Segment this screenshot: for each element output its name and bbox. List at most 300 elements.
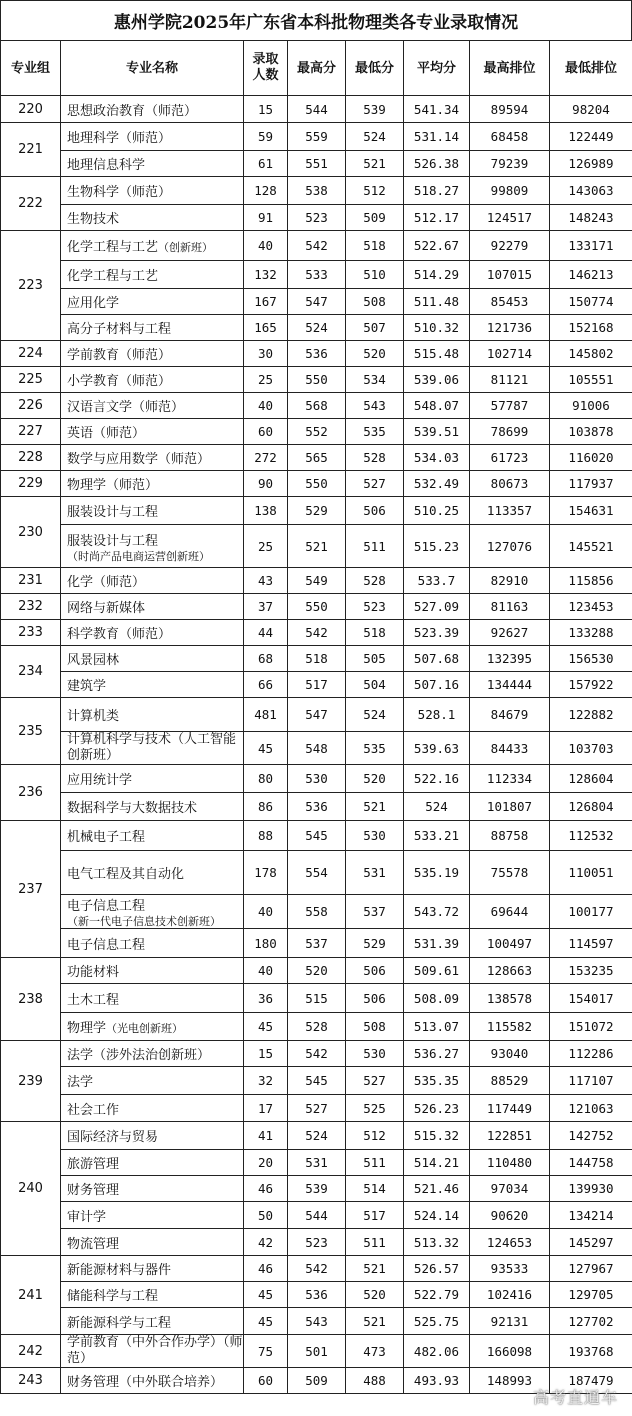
admitted-count-cell: 86 (244, 793, 288, 821)
max-score-cell: 520 (288, 958, 346, 984)
admitted-count-cell: 60 (244, 419, 288, 445)
max-rank-cell: 81163 (470, 594, 550, 620)
major-name: 电子信息工程 (67, 937, 146, 953)
major-name-suffix: （创新班） (158, 241, 214, 254)
major-name: 电子信息工程 (67, 899, 146, 914)
table-row (1, 698, 632, 732)
major-name-cell (61, 393, 244, 419)
max-score-cell: 529 (288, 497, 346, 525)
table-row (1, 929, 632, 958)
avg-score-cell: 527.09 (404, 594, 470, 620)
avg-score-cell: 539.63 (404, 732, 470, 765)
min-rank-cell: 148243 (550, 205, 632, 231)
header-max-rank: 最高排位 (470, 41, 550, 96)
avg-score-cell: 515.23 (404, 525, 470, 568)
min-rank-cell: 187479 (550, 1368, 632, 1394)
max-score-cell: 550 (288, 471, 346, 497)
table-row (1, 445, 632, 471)
max-rank-cell: 102416 (470, 1282, 550, 1308)
major-name: 储能科学与工程 (67, 1289, 159, 1304)
max-score-cell: 501 (288, 1335, 346, 1368)
major-name-cell (61, 646, 244, 672)
min-score-cell: 508 (346, 1013, 404, 1041)
major-name: 小学教育（师范） (67, 374, 172, 389)
max-rank-cell: 127076 (470, 525, 550, 568)
min-rank-cell: 122449 (550, 123, 632, 151)
major-name-cell (61, 895, 244, 929)
min-score-cell: 509 (346, 205, 404, 231)
admission-table (0, 40, 632, 1394)
major-name-cell (61, 1122, 244, 1150)
max-rank-cell: 128663 (470, 958, 550, 984)
max-rank-cell: 88529 (470, 1067, 550, 1095)
min-rank-cell: 115856 (550, 568, 632, 594)
admitted-count-cell: 40 (244, 895, 288, 929)
max-rank-cell: 75578 (470, 851, 550, 895)
max-rank-cell: 102714 (470, 341, 550, 367)
major-name: 数学与应用数学（师范） (67, 452, 211, 467)
group-code-cell: 222 (1, 177, 61, 231)
major-name-cell (61, 315, 244, 341)
major-name: 计算机科学与技术（人工智能创新班） (67, 732, 237, 763)
major-name-cell (61, 289, 244, 315)
major-name-cell (61, 1176, 244, 1202)
table-row (1, 471, 632, 497)
max-rank-cell: 124517 (470, 205, 550, 231)
max-rank-cell: 80673 (470, 471, 550, 497)
major-name-cell (61, 205, 244, 231)
avg-score-cell: 510.32 (404, 315, 470, 341)
header-group: 专业组 (1, 41, 61, 96)
max-rank-cell: 92627 (470, 620, 550, 646)
min-rank-cell: 127967 (550, 1256, 632, 1282)
avg-score-cell: 534.03 (404, 445, 470, 471)
major-name-cell (61, 151, 244, 177)
avg-score-cell: 533.7 (404, 568, 470, 594)
major-name-cell (61, 1150, 244, 1176)
min-rank-cell: 154017 (550, 984, 632, 1013)
major-name: 新能源材料与器件 (67, 1263, 172, 1278)
group-code-cell: 233 (1, 620, 61, 646)
max-score-cell: 550 (288, 367, 346, 393)
max-score-cell: 539 (288, 1176, 346, 1202)
min-score-cell: 537 (346, 895, 404, 929)
min-score-cell: 518 (346, 231, 404, 261)
max-score-cell: 542 (288, 231, 346, 261)
max-score-cell: 552 (288, 419, 346, 445)
max-rank-cell: 88758 (470, 821, 550, 851)
max-score-cell: 542 (288, 620, 346, 646)
avg-score-cell: 539.06 (404, 367, 470, 393)
table-row (1, 1013, 632, 1041)
table-row (1, 895, 632, 929)
max-score-cell: 527 (288, 1095, 346, 1122)
table-row (1, 732, 632, 765)
max-rank-cell: 92131 (470, 1308, 550, 1335)
table-body (1, 96, 632, 1394)
avg-score-cell: 539.51 (404, 419, 470, 445)
major-name-cell (61, 793, 244, 821)
max-rank-cell: 112334 (470, 765, 550, 793)
min-score-cell: 543 (346, 393, 404, 419)
admitted-count-cell: 40 (244, 958, 288, 984)
min-score-cell: 529 (346, 929, 404, 958)
min-score-cell: 520 (346, 1282, 404, 1308)
max-score-cell: 528 (288, 1013, 346, 1041)
group-code-cell: 242 (1, 1335, 61, 1368)
min-rank-cell: 151072 (550, 1013, 632, 1041)
major-name: 学前教育（师范） (67, 348, 172, 363)
max-score-cell: 550 (288, 594, 346, 620)
major-name-cell (61, 568, 244, 594)
group-code-cell: 241 (1, 1256, 61, 1335)
avg-score-cell: 514.21 (404, 1150, 470, 1176)
max-score-cell: 537 (288, 929, 346, 958)
table-row (1, 765, 632, 793)
max-score-cell: 544 (288, 96, 346, 123)
admitted-count-cell: 481 (244, 698, 288, 732)
table-row (1, 1282, 632, 1308)
avg-score-cell: 482.06 (404, 1335, 470, 1368)
min-rank-cell: 154631 (550, 497, 632, 525)
admitted-count-cell: 45 (244, 1308, 288, 1335)
avg-score-cell: 541.34 (404, 96, 470, 123)
major-name-cell (61, 1095, 244, 1122)
watermark: 高考直通车 (532, 1388, 618, 1407)
avg-score-cell: 514.29 (404, 261, 470, 289)
avg-score-cell: 543.72 (404, 895, 470, 929)
min-rank-cell: 114597 (550, 929, 632, 958)
avg-score-cell: 548.07 (404, 393, 470, 419)
min-rank-cell: 126804 (550, 793, 632, 821)
min-score-cell: 527 (346, 1067, 404, 1095)
major-name: 学前教育（中外合作办学）（师范） (67, 1335, 243, 1366)
max-rank-cell: 121736 (470, 315, 550, 341)
major-name-cell (61, 765, 244, 793)
avg-score-cell: 509.61 (404, 958, 470, 984)
max-rank-cell: 100497 (470, 929, 550, 958)
admitted-count-cell: 178 (244, 851, 288, 895)
admitted-count-cell: 41 (244, 1122, 288, 1150)
avg-score-cell: 522.79 (404, 1282, 470, 1308)
min-score-cell: 473 (346, 1335, 404, 1368)
major-name-suffix: （光电创新班） (106, 1022, 184, 1035)
min-score-cell: 535 (346, 419, 404, 445)
admitted-count-cell: 138 (244, 497, 288, 525)
min-score-cell: 511 (346, 1150, 404, 1176)
min-rank-cell: 112286 (550, 1041, 632, 1067)
major-name-cell (61, 419, 244, 445)
min-score-cell: 506 (346, 984, 404, 1013)
admitted-count-cell: 46 (244, 1176, 288, 1202)
min-rank-cell: 152168 (550, 315, 632, 341)
max-score-cell: 544 (288, 1202, 346, 1229)
major-name: 生物技术 (67, 212, 120, 227)
major-name-cell (61, 341, 244, 367)
group-code-cell: 234 (1, 646, 61, 698)
major-name-cell (61, 497, 244, 525)
avg-score-cell: 535.19 (404, 851, 470, 895)
min-rank-cell: 91006 (550, 393, 632, 419)
admitted-count-cell: 45 (244, 1013, 288, 1041)
table-row (1, 1150, 632, 1176)
admitted-count-cell: 50 (244, 1202, 288, 1229)
major-name-cell (61, 1308, 244, 1335)
max-score-cell: 521 (288, 525, 346, 568)
avg-score-cell: 526.38 (404, 151, 470, 177)
admitted-count-cell: 272 (244, 445, 288, 471)
min-score-cell: 521 (346, 1256, 404, 1282)
table-row (1, 958, 632, 984)
max-rank-cell: 81121 (470, 367, 550, 393)
avg-score-cell: 522.67 (404, 231, 470, 261)
admitted-count-cell: 61 (244, 151, 288, 177)
major-name: 物理学（师范） (67, 478, 159, 493)
header-min-score: 最低分 (346, 41, 404, 96)
group-code-cell: 237 (1, 821, 61, 958)
max-score-cell: 518 (288, 646, 346, 672)
min-score-cell: 504 (346, 672, 404, 698)
min-rank-cell: 144758 (550, 1150, 632, 1176)
table-row (1, 1308, 632, 1335)
min-rank-cell: 150774 (550, 289, 632, 315)
table-row (1, 1202, 632, 1229)
table-row (1, 1067, 632, 1095)
min-score-cell: 511 (346, 1229, 404, 1256)
avg-score-cell: 535.35 (404, 1067, 470, 1095)
max-rank-cell: 99809 (470, 177, 550, 205)
max-score-cell: 536 (288, 1282, 346, 1308)
major-name-cell (61, 594, 244, 620)
max-score-cell: 530 (288, 765, 346, 793)
avg-score-cell: 513.07 (404, 1013, 470, 1041)
max-score-cell: 523 (288, 205, 346, 231)
table-row (1, 1122, 632, 1150)
major-name: 网络与新媒体 (67, 601, 146, 616)
min-score-cell: 539 (346, 96, 404, 123)
header-min-rank: 最低排位 (550, 41, 632, 96)
min-rank-cell: 105551 (550, 367, 632, 393)
max-score-cell: 565 (288, 445, 346, 471)
avg-score-cell: 533.21 (404, 821, 470, 851)
avg-score-cell: 507.16 (404, 672, 470, 698)
table-row (1, 96, 632, 123)
table-row (1, 315, 632, 341)
major-name: 国际经济与贸易 (67, 1130, 159, 1145)
table-row (1, 525, 632, 568)
major-name-cell (61, 929, 244, 958)
table-row (1, 1095, 632, 1122)
table-row (1, 367, 632, 393)
major-name: 计算机类 (67, 709, 120, 724)
admitted-count-cell: 167 (244, 289, 288, 315)
min-rank-cell: 145297 (550, 1229, 632, 1256)
avg-score-cell: 522.16 (404, 765, 470, 793)
max-rank-cell: 82910 (470, 568, 550, 594)
min-score-cell: 527 (346, 471, 404, 497)
min-score-cell: 525 (346, 1095, 404, 1122)
max-score-cell: 558 (288, 895, 346, 929)
max-rank-cell: 148993 (470, 1368, 550, 1394)
major-name-cell (61, 958, 244, 984)
avg-score-cell: 532.49 (404, 471, 470, 497)
min-rank-cell: 145802 (550, 341, 632, 367)
group-code-cell: 240 (1, 1122, 61, 1256)
max-score-cell: 554 (288, 851, 346, 895)
avg-score-cell: 531.14 (404, 123, 470, 151)
avg-score-cell: 521.46 (404, 1176, 470, 1202)
min-rank-cell: 129705 (550, 1282, 632, 1308)
min-rank-cell: 117937 (550, 471, 632, 497)
max-rank-cell: 107015 (470, 261, 550, 289)
avg-score-cell: 518.27 (404, 177, 470, 205)
max-score-cell: 549 (288, 568, 346, 594)
major-name: 旅游管理 (67, 1157, 120, 1172)
min-score-cell: 535 (346, 732, 404, 765)
avg-score-cell: 493.93 (404, 1368, 470, 1394)
avg-score-cell: 531.39 (404, 929, 470, 958)
min-score-cell: 506 (346, 958, 404, 984)
admitted-count-cell: 43 (244, 568, 288, 594)
table-header-row (1, 41, 632, 96)
min-score-cell: 506 (346, 497, 404, 525)
major-name: 法学 (67, 1075, 94, 1090)
admitted-count-cell: 80 (244, 765, 288, 793)
table-row (1, 205, 632, 231)
max-score-cell: 548 (288, 732, 346, 765)
avg-score-cell: 523.39 (404, 620, 470, 646)
min-score-cell: 510 (346, 261, 404, 289)
min-score-cell: 518 (346, 620, 404, 646)
admitted-count-cell: 15 (244, 96, 288, 123)
group-code-cell: 235 (1, 698, 61, 765)
max-score-cell: 515 (288, 984, 346, 1013)
major-name: 英语（师范） (67, 426, 146, 441)
max-rank-cell: 84433 (470, 732, 550, 765)
major-name-cell (61, 123, 244, 151)
table-row (1, 1229, 632, 1256)
admitted-count-cell: 46 (244, 1256, 288, 1282)
group-code-cell: 239 (1, 1041, 61, 1122)
major-name-cell (61, 672, 244, 698)
group-code-cell: 238 (1, 958, 61, 1041)
min-score-cell: 488 (346, 1368, 404, 1394)
group-code-cell: 220 (1, 96, 61, 123)
min-rank-cell: 133288 (550, 620, 632, 646)
table-row (1, 393, 632, 419)
min-rank-cell: 145521 (550, 525, 632, 568)
major-name-cell (61, 261, 244, 289)
admitted-count-cell: 165 (244, 315, 288, 341)
major-name-cell (61, 1013, 244, 1041)
admitted-count-cell: 91 (244, 205, 288, 231)
major-name-cell (61, 525, 244, 568)
major-name-cell (61, 1067, 244, 1095)
max-rank-cell: 97034 (470, 1176, 550, 1202)
avg-score-cell: 508.09 (404, 984, 470, 1013)
major-name-cell (61, 732, 244, 765)
major-name-cell (61, 698, 244, 732)
max-rank-cell: 166098 (470, 1335, 550, 1368)
header-major: 专业名称 (61, 41, 244, 96)
avg-score-cell: 510.25 (404, 497, 470, 525)
avg-score-cell: 515.48 (404, 341, 470, 367)
major-name: 物理学 (67, 1021, 107, 1036)
min-rank-cell: 156530 (550, 646, 632, 672)
max-rank-cell: 122851 (470, 1122, 550, 1150)
major-name: 思想政治教育（师范） (67, 103, 198, 119)
min-score-cell: 517 (346, 1202, 404, 1229)
table-row (1, 231, 632, 261)
max-rank-cell: 89594 (470, 96, 550, 123)
max-rank-cell: 113357 (470, 497, 550, 525)
major-name-cell (61, 445, 244, 471)
min-score-cell: 528 (346, 445, 404, 471)
group-code-cell: 231 (1, 568, 61, 594)
max-rank-cell: 57787 (470, 393, 550, 419)
min-rank-cell: 116020 (550, 445, 632, 471)
max-rank-cell: 85453 (470, 289, 550, 315)
table-row (1, 646, 632, 672)
table-row (1, 793, 632, 821)
min-rank-cell: 153235 (550, 958, 632, 984)
min-score-cell: 530 (346, 821, 404, 851)
min-score-cell: 511 (346, 525, 404, 568)
max-score-cell: 545 (288, 1067, 346, 1095)
major-name: 应用化学 (67, 296, 120, 311)
max-score-cell: 551 (288, 151, 346, 177)
major-name: 高分子材料与工程 (67, 322, 172, 337)
major-name: 地理科学（师范） (67, 131, 172, 146)
major-name-note: （新一代电子信息技术创新班） (67, 915, 221, 928)
max-score-cell: 517 (288, 672, 346, 698)
table-row (1, 341, 632, 367)
table-row (1, 594, 632, 620)
admitted-count-cell: 25 (244, 525, 288, 568)
min-rank-cell: 100177 (550, 895, 632, 929)
avg-score-cell: 512.17 (404, 205, 470, 231)
major-name-cell (61, 1282, 244, 1308)
major-name: 服装设计与工程 (67, 505, 159, 520)
major-name-cell (61, 177, 244, 205)
major-name: 功能材料 (67, 965, 120, 980)
major-name-cell (61, 1368, 244, 1394)
min-score-cell: 534 (346, 367, 404, 393)
admitted-count-cell: 66 (244, 672, 288, 698)
max-rank-cell: 101807 (470, 793, 550, 821)
major-name: 机械电子工程 (67, 830, 146, 845)
min-rank-cell: 143063 (550, 177, 632, 205)
min-score-cell: 531 (346, 851, 404, 895)
major-name: 数据科学与大数据技术 (67, 801, 198, 816)
group-code-cell: 230 (1, 497, 61, 568)
admitted-count-cell: 20 (244, 1150, 288, 1176)
major-name: 社会工作 (67, 1102, 120, 1118)
max-rank-cell: 93040 (470, 1041, 550, 1067)
table-row (1, 1335, 632, 1368)
max-rank-cell: 69644 (470, 895, 550, 929)
avg-score-cell: 526.23 (404, 1095, 470, 1122)
max-score-cell: 547 (288, 289, 346, 315)
admitted-count-cell: 15 (244, 1041, 288, 1067)
major-name: 化学工程与工艺 (67, 269, 159, 284)
admitted-count-cell: 59 (244, 123, 288, 151)
min-score-cell: 521 (346, 151, 404, 177)
max-rank-cell: 78699 (470, 419, 550, 445)
max-score-cell: 509 (288, 1368, 346, 1394)
major-name-cell (61, 620, 244, 646)
major-name-cell (61, 1256, 244, 1282)
